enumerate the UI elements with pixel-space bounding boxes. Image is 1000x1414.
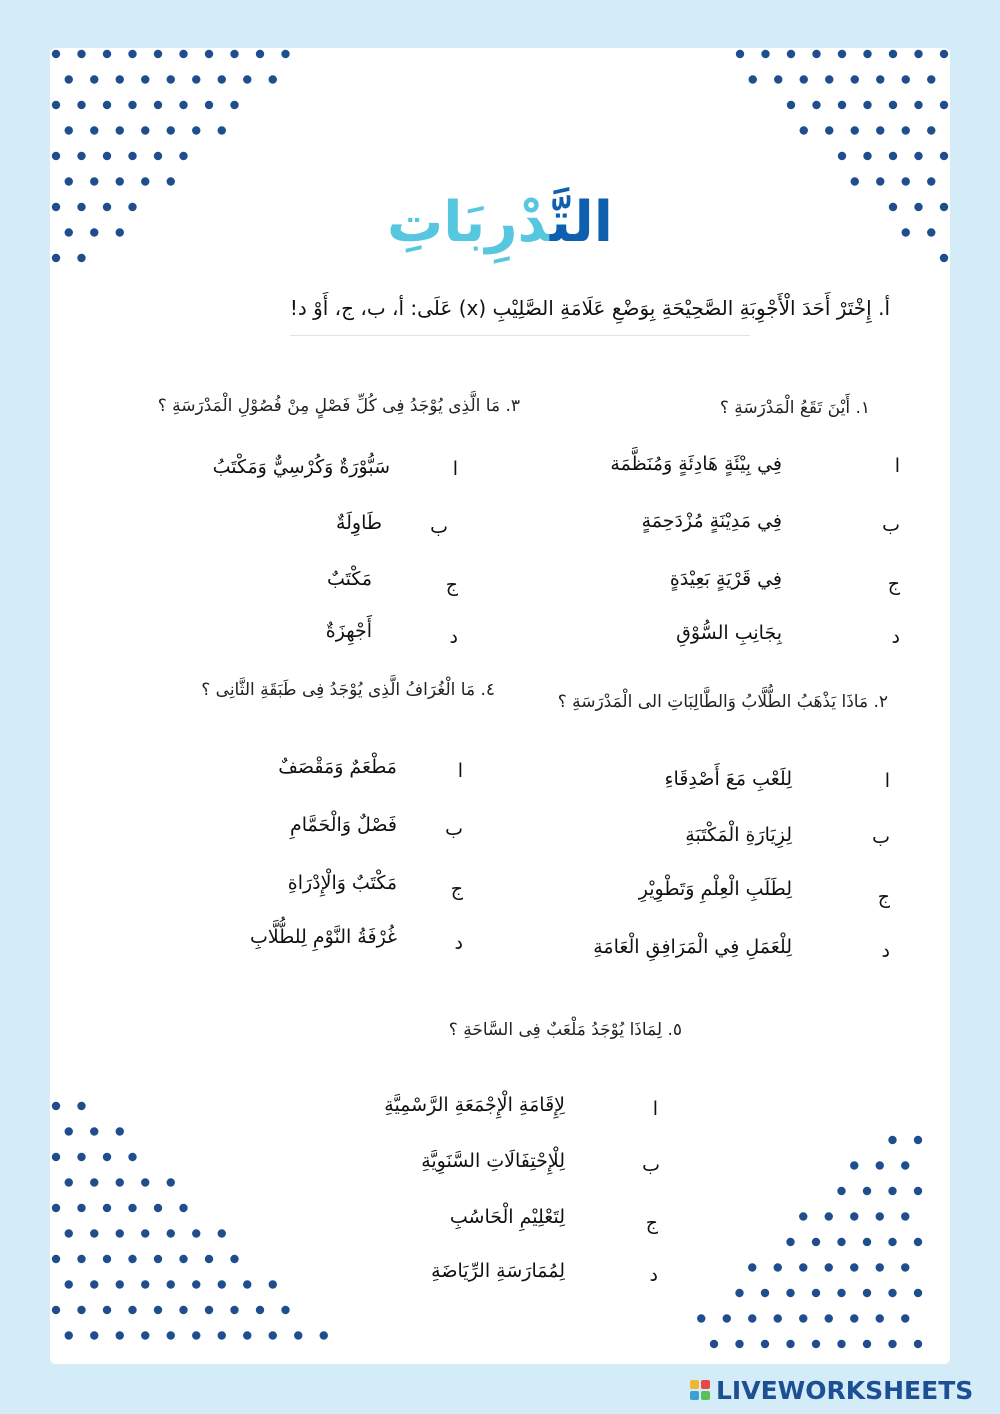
q1-option-c-text: فِي قَرْيَةٍ بَعِيْدَةٍ: [669, 568, 782, 590]
decorative-dot: [269, 1280, 277, 1288]
decorative-dot: [863, 1187, 871, 1195]
decorative-dot: [128, 152, 136, 160]
decorative-dot: [786, 1289, 794, 1297]
decorative-dot: [863, 152, 871, 160]
decorative-dot: [103, 1153, 111, 1161]
decorative-dot: [77, 1102, 85, 1110]
decorative-dot: [52, 50, 60, 58]
decorative-dot: [256, 50, 264, 58]
decorative-dot: [103, 1306, 111, 1314]
q2-option-d-letter[interactable]: د: [881, 940, 890, 962]
decorative-dot: [116, 1178, 124, 1186]
decorative-dot: [52, 1204, 60, 1212]
decorative-dot: [116, 1331, 124, 1339]
decorative-dot: [154, 50, 162, 58]
decorative-dot: [230, 1255, 238, 1263]
decorative-dot: [825, 126, 833, 134]
worksheet-page: [50, 48, 950, 1364]
decorative-dot: [192, 1280, 200, 1288]
decorative-dot: [838, 152, 846, 160]
decorative-dot: [52, 1102, 60, 1110]
decorative-dot: [77, 152, 85, 160]
decorative-dot: [914, 152, 922, 160]
decorative-dot: [863, 1238, 871, 1246]
logo-square-1: [690, 1380, 699, 1389]
liveworksheets-footer[interactable]: [690, 1374, 990, 1406]
decorative-dot: [230, 101, 238, 109]
decorative-dot: [812, 101, 820, 109]
title-part-light: دْرِبَاتِ: [386, 190, 550, 255]
logo-square-3: [690, 1391, 699, 1400]
q5-option-a-text: لِإِقَامَةِ الْإِجْمَعَةِ الرَّسْمِيَّةِ: [384, 1094, 565, 1116]
q3-option-b-letter[interactable]: ب: [430, 516, 448, 538]
q1-option-d-letter[interactable]: د: [891, 626, 900, 648]
decorative-dot: [103, 101, 111, 109]
decorative-dot: [281, 1306, 289, 1314]
decorative-dot: [218, 75, 226, 83]
decorative-dot: [799, 1314, 807, 1322]
decorative-dot: [167, 75, 175, 83]
decorative-dot: [901, 1263, 909, 1271]
question-5: ٥. لِمَاذَا يُوْجَدُ مَلْعَبٌ فِى السَّاحَةِ ؟: [448, 1020, 682, 1040]
decorative-dot: [888, 1340, 896, 1348]
decorative-dot: [876, 75, 884, 83]
q2-option-b-letter[interactable]: ب: [872, 826, 890, 848]
decorative-dot: [889, 101, 897, 109]
decorative-dot: [735, 1340, 743, 1348]
decorative-dot: [205, 1255, 213, 1263]
q2-option-d-text: لِلْعَمَلِ فِي الْمَرَافِقِ الْعَامَةِ: [593, 936, 792, 958]
decorative-dot: [876, 1161, 884, 1169]
q2-option-b-text: لِزِيَارَةِ الْمَكْتَبَةِ: [685, 824, 792, 846]
decorative-dot: [825, 1212, 833, 1220]
decorative-dot: [787, 50, 795, 58]
decorative-dot: [128, 1153, 136, 1161]
decorative-dot: [838, 50, 846, 58]
q1-option-a-text: فِي بِيْئَةٍ هَادِئَةٍ وَمُنَظَّمَة: [610, 453, 782, 475]
decorative-dot: [103, 50, 111, 58]
decorative-dot: [761, 1340, 769, 1348]
decorative-dot: [888, 1136, 896, 1144]
question-4: ٤. مَا الْغُرَافُ الَّذِى يُوْجَدُ فِى طَبَقَةِ الثَّانِى ؟: [201, 680, 495, 700]
decorative-dot: [90, 1280, 98, 1288]
decorative-dot: [103, 1255, 111, 1263]
q1-option-b-text: فِي مَدِيْنَةٍ مُزْدَحِمَةٍ: [641, 510, 782, 532]
q2-option-c-letter[interactable]: ج: [877, 886, 890, 908]
decorative-dot: [902, 75, 910, 83]
decorative-dot: [65, 1127, 73, 1135]
decorative-dot: [116, 1280, 124, 1288]
decorative-dot: [799, 1212, 807, 1220]
q1-option-d-text: بِجَانِبِ السُّوْقِ: [676, 622, 782, 644]
decorative-dot: [748, 1314, 756, 1322]
decorative-dot: [90, 1127, 98, 1135]
decorative-dot: [256, 1306, 264, 1314]
decorative-dot: [710, 1340, 718, 1348]
q3-option-c-letter[interactable]: ج: [445, 574, 458, 596]
decorative-dot: [927, 75, 935, 83]
decorative-dot: [787, 101, 795, 109]
decorative-dot: [154, 1204, 162, 1212]
decorative-dot: [141, 75, 149, 83]
q4-option-c-text: مَكْتَبٌ وَالْإِدْرَاةِ: [287, 872, 397, 894]
decorative-dot: [888, 1289, 896, 1297]
decorative-dot: [116, 1229, 124, 1237]
decorative-dot: [192, 1331, 200, 1339]
decorative-dot: [812, 1289, 820, 1297]
decorative-dot: [723, 1314, 731, 1322]
decorative-dot: [128, 50, 136, 58]
decorative-dot: [128, 101, 136, 109]
decorative-dot: [850, 1161, 858, 1169]
decorative-dot: [863, 1289, 871, 1297]
decorative-dot: [65, 126, 73, 134]
decorative-dot: [786, 1238, 794, 1246]
decorative-dot: [218, 126, 226, 134]
decorative-dot: [205, 1306, 213, 1314]
decorative-dot: [850, 1212, 858, 1220]
decorative-dot: [77, 1153, 85, 1161]
decorative-dot: [876, 126, 884, 134]
decorative-dot: [90, 126, 98, 134]
decorative-dot: [863, 1340, 871, 1348]
decorative-dot: [748, 1263, 756, 1271]
q5-option-d-letter[interactable]: د: [649, 1264, 658, 1286]
decorative-dot: [218, 1331, 226, 1339]
q1-option-b-letter[interactable]: ب: [882, 514, 900, 536]
instruction-text: أ. إِخْتَرْ أَحَدَ الْأَجْوِبَةِ الصَّحِيْحَةِ بِوَضْعِ عَلَامَةِ الصَّلِيْبِ (x) عَلَى: أ، ب، ج، أَوْ د!: [289, 296, 890, 320]
decorative-dot: [128, 1306, 136, 1314]
decorative-dot: [218, 1280, 226, 1288]
q3-option-d-text: أَجْهِزَةٌ: [325, 620, 372, 642]
decorative-dot: [901, 1212, 909, 1220]
question-3: ٣. مَا الَّذِى يُوْجَدُ فِى كُلِّ فَصْلٍ مِنْ فُصُوْلِ الْمَدْرَسَةِ ؟: [157, 396, 520, 416]
decorative-dot: [914, 1238, 922, 1246]
decorative-dot: [837, 1238, 845, 1246]
decorative-dot: [90, 1331, 98, 1339]
decorative-dot: [141, 1178, 149, 1186]
decorative-dot: [167, 126, 175, 134]
q5-option-b-letter[interactable]: ب: [642, 1154, 660, 1176]
decorative-dot: [812, 1238, 820, 1246]
decorative-dot: [876, 1212, 884, 1220]
decorative-dot: [697, 1314, 705, 1322]
q4-option-b-letter[interactable]: ب: [445, 818, 463, 840]
decorative-dot: [774, 1263, 782, 1271]
decorative-dot: [128, 1255, 136, 1263]
decorative-dot: [863, 50, 871, 58]
q4-option-a-text: مَطْعَمٌ وَمَقْصَفٌ: [278, 756, 397, 778]
decorative-dot: [218, 1229, 226, 1237]
decorative-dot: [52, 1306, 60, 1314]
decorative-dot: [749, 75, 757, 83]
decorative-dot: [800, 75, 808, 83]
q4-option-d-text: غُرْفَةُ النَّوْمِ لِلطُّلَّابِ: [249, 926, 397, 948]
decorative-dot: [825, 75, 833, 83]
decorative-dot: [800, 126, 808, 134]
q5-option-d-text: لِمُمَارَسَةِ الرِّيَاضَةِ: [431, 1260, 565, 1282]
decorative-dot: [281, 50, 289, 58]
decorative-dot: [876, 1263, 884, 1271]
decorative-dot: [77, 50, 85, 58]
decorative-dot: [154, 1255, 162, 1263]
decorative-dot: [52, 1153, 60, 1161]
decorative-dot: [141, 126, 149, 134]
decorative-dot: [914, 1289, 922, 1297]
decorative-dot: [850, 1314, 858, 1322]
q5-option-b-text: لِلْإِحْتِفَالَاتِ السَّنَوِيَّةِ: [421, 1150, 565, 1172]
decorative-dot: [940, 50, 948, 58]
decorative-dot: [154, 152, 162, 160]
decorative-dot: [889, 152, 897, 160]
decorative-dot: [761, 1289, 769, 1297]
decorative-dot: [65, 75, 73, 83]
decorative-dot: [154, 1306, 162, 1314]
q3-option-a-text: سَبُّوْرَةٌ وَكُرْسِيٌّ وَمَكْتَبُ: [212, 456, 390, 478]
decorative-dot: [940, 152, 948, 160]
decorative-dot: [837, 1340, 845, 1348]
q2-option-c-text: لِطَلَبِ الْعِلْمِ وَتَطْوِيْرِ: [638, 878, 792, 900]
decorative-dot: [914, 101, 922, 109]
q5-option-a-letter[interactable]: ا: [652, 1098, 658, 1120]
decorative-dot: [888, 1238, 896, 1246]
q1-option-c-letter[interactable]: ج: [887, 573, 900, 595]
decorative-dot: [851, 75, 859, 83]
decorative-dot: [116, 126, 124, 134]
decorative-dot: [141, 1229, 149, 1237]
title-part-dark: التَّ: [549, 190, 613, 255]
decorative-dot: [116, 75, 124, 83]
q3-option-d-letter[interactable]: د: [449, 626, 458, 648]
decorative-dot: [889, 50, 897, 58]
decorative-dot: [77, 1204, 85, 1212]
decorative-dot: [141, 1280, 149, 1288]
decorative-dot: [243, 1331, 251, 1339]
decorative-dot: [77, 1306, 85, 1314]
q2-option-a-text: لِلَعْبِ مَعَ أَصْدِقَاءِ: [664, 768, 792, 790]
brand-name: LIVEWORKSHEETS: [716, 1375, 974, 1405]
decorative-dot: [243, 1280, 251, 1288]
question-2: ٢. مَاذَا يَذْهَبُ الطُّلَّابُ وَالطَّالِبَاتِ الى الْمَدْرَسَةِ ؟: [557, 692, 888, 712]
decorative-dot: [167, 1178, 175, 1186]
decorative-dot: [116, 1127, 124, 1135]
question-1: ١. أَيْنَ تَقَعُ الْمَدْرَسَةِ ؟: [719, 398, 870, 418]
decorative-dot: [192, 126, 200, 134]
logo-square-4: [701, 1391, 710, 1400]
decorative-dot: [179, 50, 187, 58]
decorative-dot: [141, 1331, 149, 1339]
decorative-dot: [167, 1331, 175, 1339]
decorative-dot: [901, 1161, 909, 1169]
decorative-dot: [167, 1229, 175, 1237]
decorative-dot: [799, 1263, 807, 1271]
q4-option-a-letter[interactable]: ا: [457, 760, 463, 782]
decorative-dot: [128, 1204, 136, 1212]
decorative-dot: [65, 1331, 73, 1339]
decorative-dot: [90, 1229, 98, 1237]
decorative-dot: [269, 1331, 277, 1339]
decorative-dot: [837, 1289, 845, 1297]
decorative-dot: [192, 75, 200, 83]
decorative-dot: [230, 1306, 238, 1314]
decorative-dot: [167, 1280, 175, 1288]
decorative-dot: [103, 152, 111, 160]
decorative-dot: [179, 101, 187, 109]
decorative-dot: [179, 1204, 187, 1212]
decorative-dot: [179, 1255, 187, 1263]
decorative-dot: [243, 75, 251, 83]
q5-option-c-letter[interactable]: ج: [645, 1212, 658, 1234]
q3-option-b-text: طَاوِلَةٌ: [335, 512, 382, 534]
decorative-dot: [179, 1306, 187, 1314]
decorative-dot: [901, 1314, 909, 1322]
decorative-dot: [52, 152, 60, 160]
q5-option-c-text: لِتَعْلِيْمِ الْحَاسُبِ: [449, 1206, 565, 1228]
decorative-dot: [90, 1178, 98, 1186]
decorative-dot: [65, 1178, 73, 1186]
decorative-dot: [77, 1255, 85, 1263]
instruction-divider: [290, 335, 750, 336]
decorative-dot: [90, 75, 98, 83]
decorative-dot: [914, 1136, 922, 1144]
decorative-dot: [52, 1255, 60, 1263]
decorative-dot: [65, 1229, 73, 1237]
decorative-dot: [230, 50, 238, 58]
decorative-dot: [761, 50, 769, 58]
q4-option-b-text: فَصْلٌ وَالْحَمَّامِ: [289, 814, 397, 836]
decorative-dot: [850, 1263, 858, 1271]
decorative-dot: [888, 1187, 896, 1195]
q3-option-c-text: مَكْتَبٌ: [326, 568, 372, 590]
decorative-dot: [902, 126, 910, 134]
decorative-dot: [774, 75, 782, 83]
decorative-dot: [735, 1289, 743, 1297]
liveworksheets-logo-icon: [690, 1380, 710, 1400]
decorative-dot: [320, 1331, 328, 1339]
decorative-dot: [179, 152, 187, 160]
decorative-dot: [914, 1187, 922, 1195]
page-title: [50, 178, 950, 268]
q3-option-a-letter[interactable]: ا: [452, 458, 458, 480]
decorative-dot: [205, 101, 213, 109]
q4-option-c-letter[interactable]: ج: [450, 878, 463, 900]
decorative-dot: [914, 50, 922, 58]
decorative-dot: [154, 101, 162, 109]
decorative-dot: [812, 50, 820, 58]
decorative-dot: [851, 126, 859, 134]
decorative-dot: [52, 101, 60, 109]
decorative-dot: [876, 1314, 884, 1322]
decorative-dot: [269, 75, 277, 83]
decorative-dot: [812, 1340, 820, 1348]
decorative-dot: [914, 1340, 922, 1348]
decorative-dot: [786, 1340, 794, 1348]
decorative-dot: [927, 126, 935, 134]
decorative-dot: [205, 50, 213, 58]
q2-option-a-letter[interactable]: ا: [884, 770, 890, 792]
logo-square-2: [701, 1380, 710, 1389]
decorative-dot: [774, 1314, 782, 1322]
decorative-dot: [294, 1331, 302, 1339]
decorative-dot: [77, 101, 85, 109]
decorative-dot: [192, 1229, 200, 1237]
decorative-dot: [736, 50, 744, 58]
decorative-dot: [940, 101, 948, 109]
decorative-dot: [838, 101, 846, 109]
decorative-dot: [825, 1314, 833, 1322]
q1-option-a-letter[interactable]: ا: [894, 455, 900, 477]
decorative-dot: [863, 101, 871, 109]
decorative-dot: [103, 1204, 111, 1212]
decorative-dot: [825, 1263, 833, 1271]
decorative-dot: [65, 1280, 73, 1288]
q4-option-d-letter[interactable]: د: [454, 932, 463, 954]
decorative-dot: [837, 1187, 845, 1195]
